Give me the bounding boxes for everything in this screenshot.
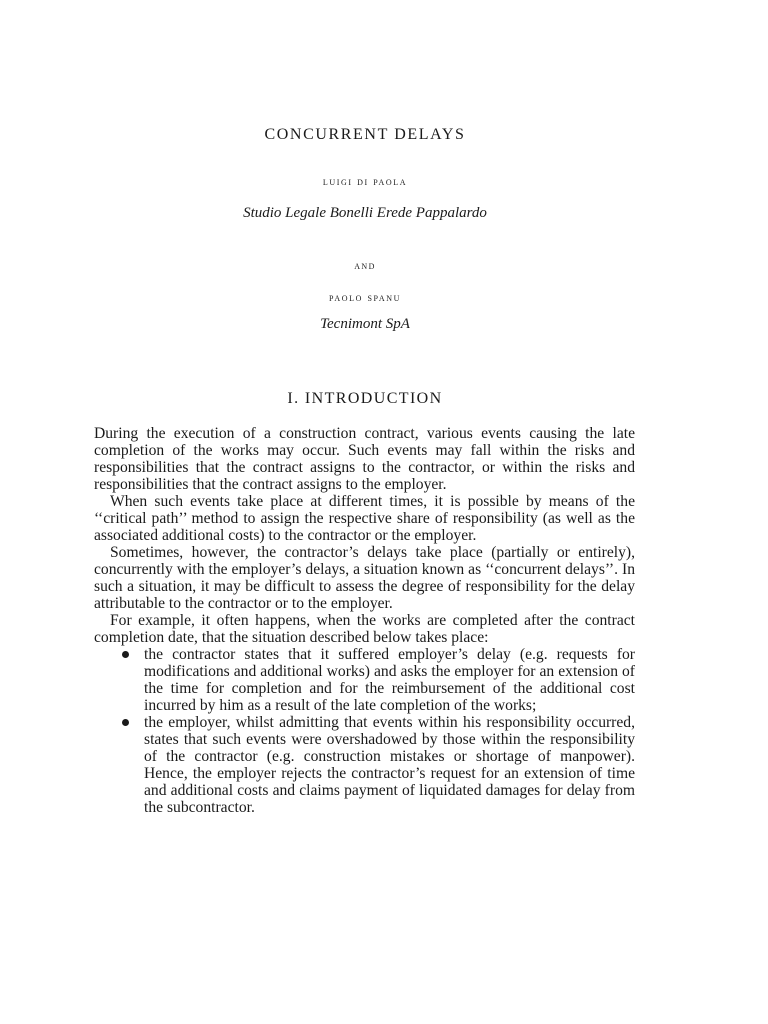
paragraph: During the execution of a construction contract, various events causing the late completion of the works may occur. Such events may fall within the risks and responsibilities that the contract assigns to the contractor, or within the risks and responsibilities that the contract assigns to the employer. [94, 425, 635, 493]
paragraph: When such events take place at different times, it is possible by means of the ‘‘critical path’’ method to assign the respective share of responsibility (as well as the associated additional costs) to the contractor or the employer. [94, 493, 635, 544]
list-item-text: the contractor states that it suffered employer’s delay (e.g. requests for modifications and additional works) and asks the employer for an extension of the time for completion and for the reimbursement of the additional cost incurred by him as a result of the late completion of the works; [144, 646, 635, 714]
author-name-2: paolo spanu [329, 292, 401, 304]
article-title: CONCURRENT DELAYS [264, 126, 466, 143]
bullet-icon [122, 719, 129, 726]
author-affiliation-1: Studio Legale Bonelli Erede Pappalardo [243, 205, 487, 221]
author-affiliation-2: Tecnimont SpA [320, 316, 410, 332]
paragraph: For example, it often happens, when the works are completed after the contract completion date, that the situation described below takes place: [94, 612, 635, 646]
list-item-text: the employer, whilst admitting that events within his responsibility occurred, states that such events were overshadowed by those within the responsibility of the contractor (e.g. construction mistakes or shortage of manpower). Hence, the employer rejects the contractor’s request for an extension of time and additional costs and claims payment of liquidated damages for delay from the subcontractor. [144, 714, 635, 816]
paragraph: Sometimes, however, the contractor’s delays take place (partially or entirely), concurrently with the employer’s delays, a situation known as ‘‘concurrent delays’’. In such a situation, it may be difficult to assess the degree of responsibility for the delay attributable to the contractor or to the employer. [94, 544, 635, 612]
bullet-list [94, 646, 635, 816]
author-conjunction: and [354, 260, 376, 272]
list-item [144, 646, 635, 714]
section-heading: I. INTRODUCTION [287, 390, 443, 407]
bullet-icon [122, 651, 129, 658]
body-text [94, 425, 635, 816]
author-name-1: luigi di paola [322, 176, 408, 188]
list-item [144, 714, 635, 816]
